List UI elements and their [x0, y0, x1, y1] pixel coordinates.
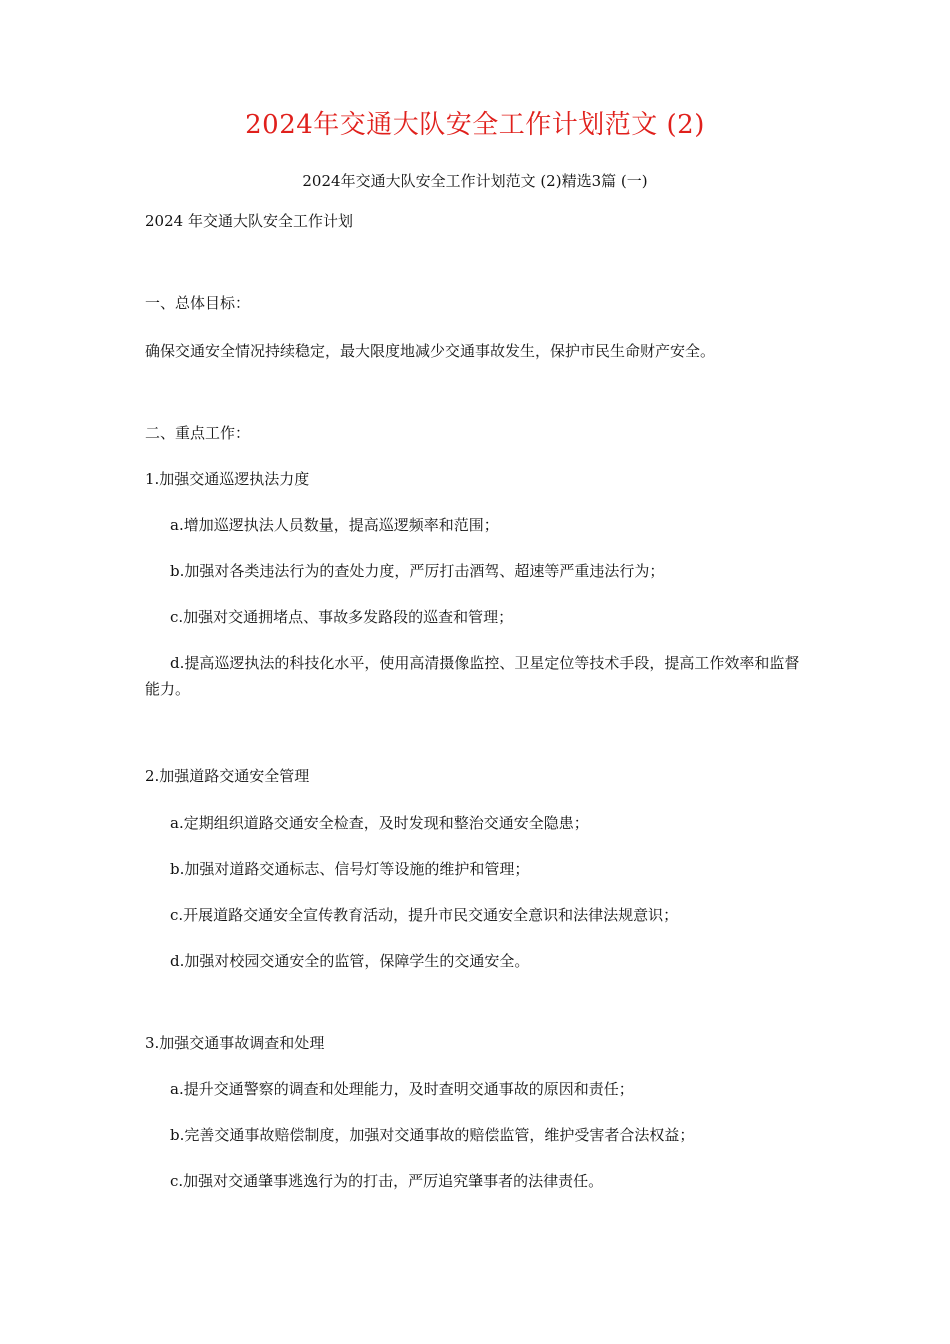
document-title: 2024年交通大队安全工作计划范文 (2)	[245, 110, 705, 140]
section2-heading: 二、重点工作：	[145, 424, 251, 442]
item2-b: b.加强对道路交通标志、信号灯等设施的维护和管理；	[170, 860, 530, 878]
section1-text: 确保交通安全情况持续稳定，最大限度地减少交通事故发生，保护市民生命财产安全。	[145, 342, 716, 360]
item2-heading: 2.加强道路交通安全管理	[145, 767, 310, 785]
item3-b: b.完善交通事故赔偿制度，加强对交通事故的赔偿监管，维护受害者合法权益；	[170, 1126, 695, 1144]
item1-c: c.加强对交通拥堵点、事故多发路段的巡查和管理；	[170, 608, 514, 626]
item1-heading: 1.加强交通巡逻执法力度	[145, 470, 310, 488]
item2-d: d.加强对校园交通安全的监管，保障学生的交通安全。	[170, 952, 530, 970]
section1-heading: 一、总体目标：	[145, 294, 251, 312]
item2-a: a.定期组织道路交通安全检查，及时发现和整治交通安全隐患；	[170, 814, 589, 832]
item3-c: c.加强对交通肇事逃逸行为的打击，严厉追究肇事者的法律责任。	[170, 1172, 604, 1190]
document-subtitle: 2024年交通大队安全工作计划范文 (2)精选3篇 (一)	[302, 172, 648, 190]
item1-a: a.增加巡逻执法人员数量，提高巡逻频率和范围；	[170, 516, 499, 534]
plan-heading: 2024 年交通大队安全工作计划	[145, 212, 353, 230]
item3-heading: 3.加强交通事故调查和处理	[145, 1034, 325, 1052]
item3-a: a.提升交通警察的调查和处理能力，及时查明交通事故的原因和责任；	[170, 1080, 634, 1098]
item1-b: b.加强对各类违法行为的查处力度，严厉打击酒驾、超速等严重违法行为；	[170, 562, 665, 580]
item2-c: c.开展道路交通安全宣传教育活动，提升市民交通安全意识和法律法规意识；	[170, 906, 679, 924]
item1-d: d.提高巡逻执法的科技化水平，使用高清摄像监控、卫星定位等技术手段，提高工作效率和监督能力。	[145, 654, 800, 698]
